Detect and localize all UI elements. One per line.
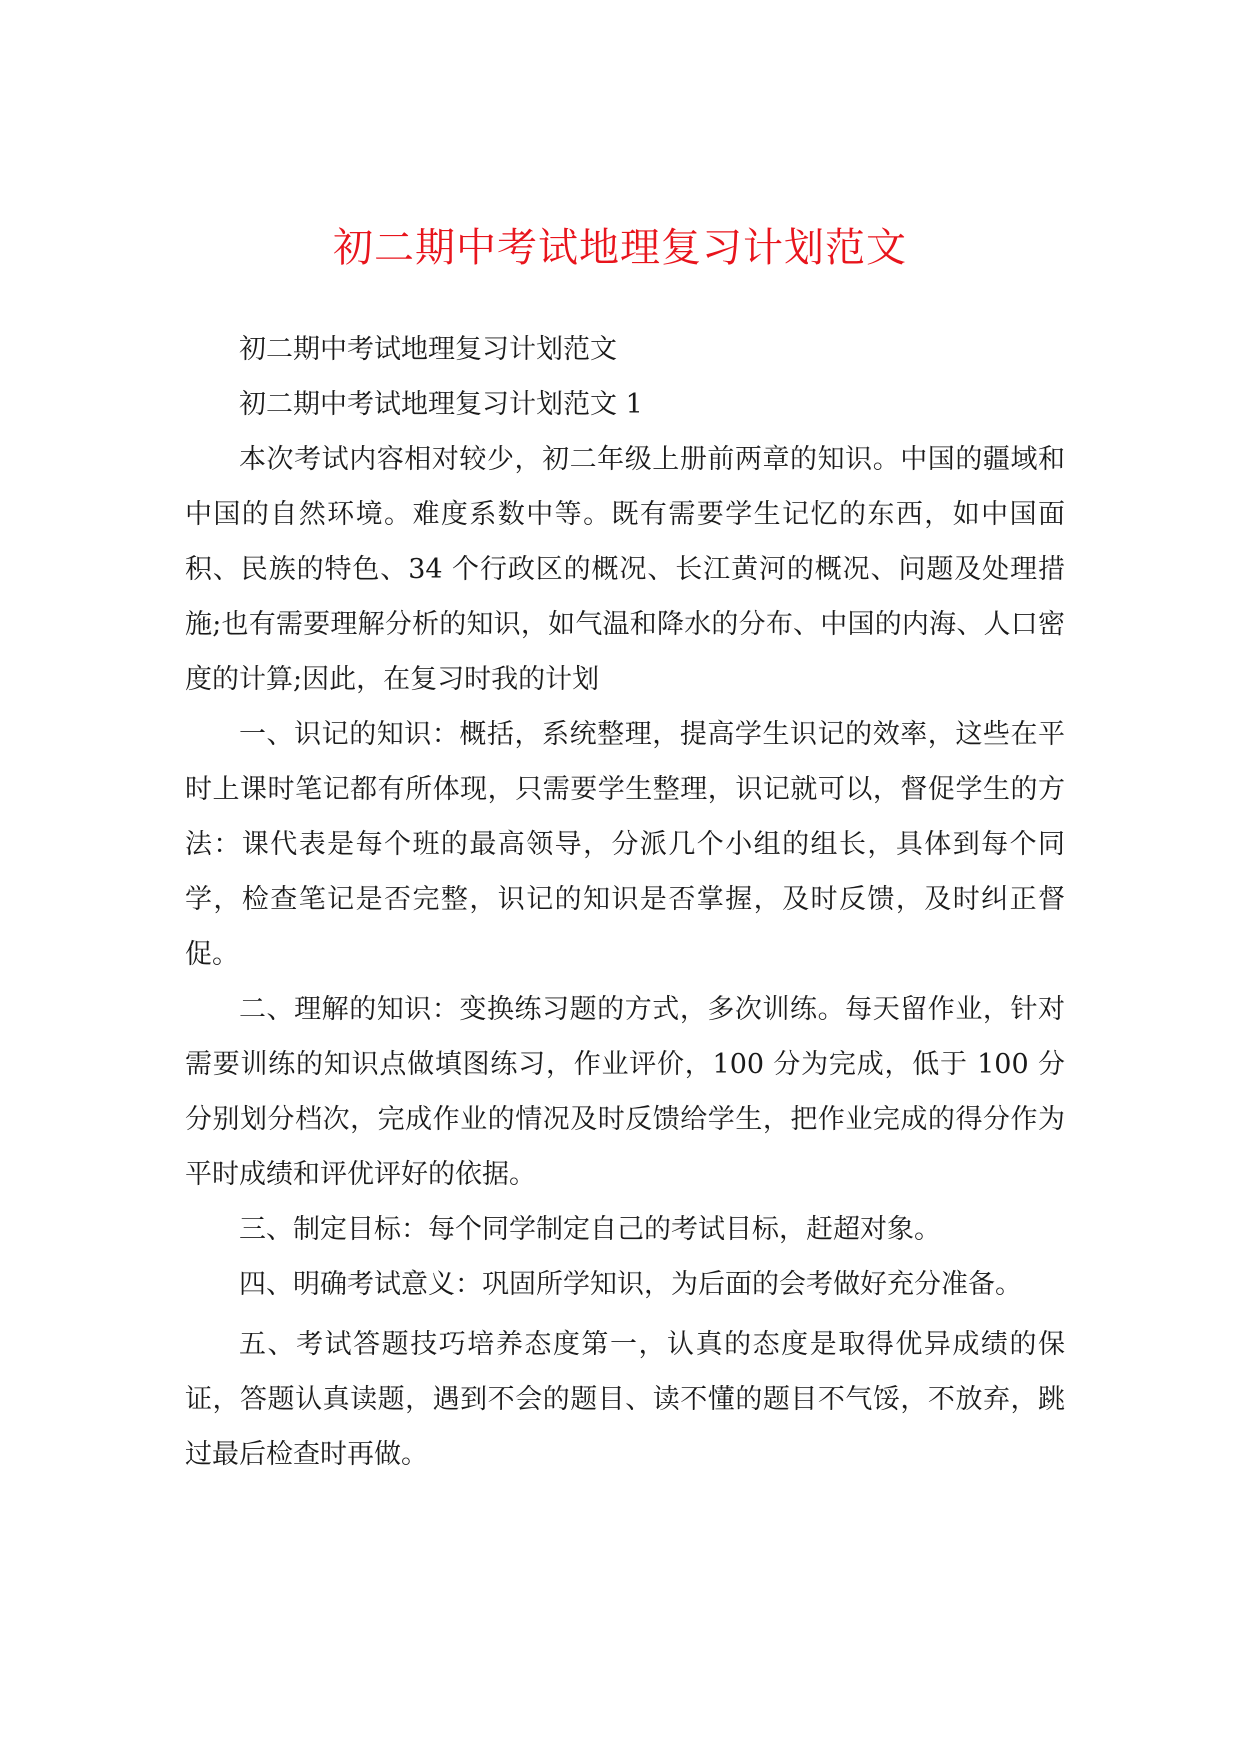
paragraph-item-2: 二、理解的知识：变换练习题的方式，多次训练。每天留作业，针对需要训练的知识点做填图练习，作业评价，100 分为完成，低于 100 分分别划分档次，完成作业的情况及时反馈给学生，把作业完成的得分作为平时成绩和评优评好的依据。 bbox=[185, 994, 1065, 1190]
document-title: 初二期中考试地理复习计划范文 bbox=[333, 225, 907, 271]
paragraph-item-5: 五、考试答题技巧培养态度第一，认真的态度是取得优异成绩的保证，答题认真读题，遇到不会的题目、读不懂的题目不气馁，不放弃，跳过最后检查时再做。 bbox=[185, 1329, 1065, 1470]
document-body bbox=[185, 322, 1065, 1482]
paragraph-item-3: 三、制定目标：每个同学制定自己的考试目标，赶超对象。 bbox=[239, 1214, 941, 1245]
paragraph-section-heading: 初二期中考试地理复习计划范文 1 bbox=[239, 389, 643, 420]
paragraph-subtitle: 初二期中考试地理复习计划范文 bbox=[239, 334, 617, 365]
paragraph-intro: 本次考试内容相对较少，初二年级上册前两章的知识。中国的疆域和中国的自然环境。难度系数中等。既有需要学生记忆的东西，如中国面积、民族的特色、34 个行政区的概况、长江黄河的概况、问题及处理措施;也有需要理解分析的知识，如气温和降水的分布、中国的内海、人口密度的计算;因此，在复习时我的计划 bbox=[185, 444, 1065, 695]
paragraph-item-4: 四、明确考试意义：巩固所学知识，为后面的会考做好充分准备。 bbox=[239, 1269, 1022, 1300]
paragraph-item-1: 一、识记的知识：概括，系统整理，提高学生识记的效率，这些在平时上课时笔记都有所体现，只需要学生整理，识记就可以，督促学生的方法：课代表是每个班的最高领导，分派几个小组的组长，具体到每个同学，检查笔记是否完整，识记的知识是否掌握，及时反馈，及时纠正督促。 bbox=[185, 719, 1065, 970]
